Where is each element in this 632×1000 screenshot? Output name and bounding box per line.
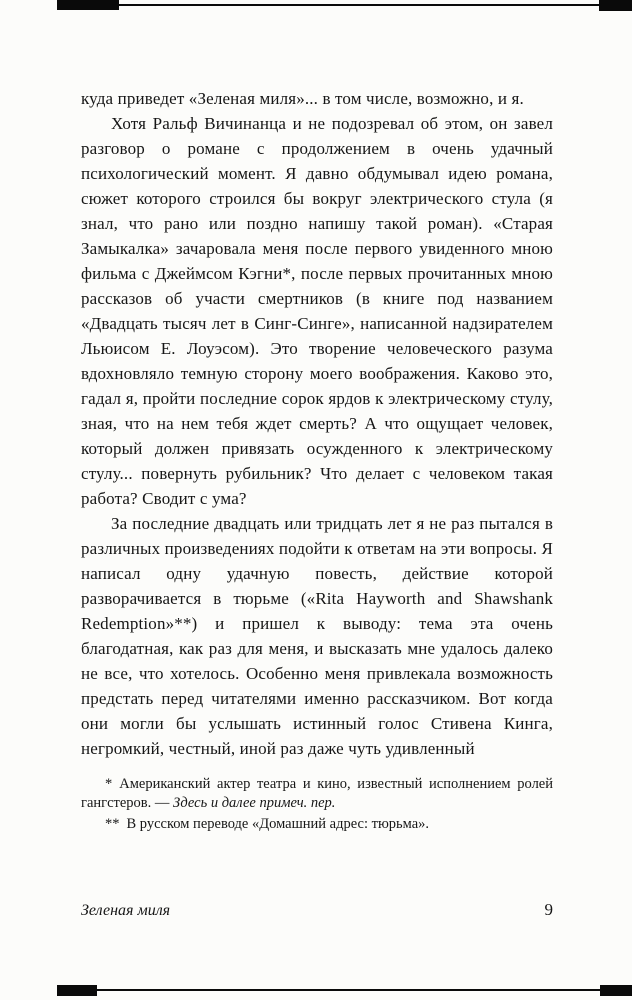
scan-edge-bottom-line [57, 989, 632, 991]
footnote-marker: * [105, 776, 113, 792]
body-paragraph: За последние двадцать или тридцать лет я не раз пытался в различных произведениях подойти к ответам на эти вопросы. Я написал одну удачную повесть, действие которой разворачивается в тюрьме («Rita Hayworth and Shawshank Redemption»**) и пришел к выводу: тема эта очень благодатная, как раз для меня, и высказать мне удалось далеко не все, что хотелось. Особенно меня привлекала возможность предстать перед читателями именно рассказчиком. Вот когда они могли бы услышать истинный голос Стивена Кинга, негромкий, честный, иной раз даже чуть удивленный [81, 514, 553, 758]
scan-edge-top-line [57, 4, 632, 6]
scan-edge-top-left [57, 0, 119, 10]
body-paragraph: Хотя Ральф Вичинанца и не подозревал об этом, он завел разговор о романе с продолжением в очень удачный психологический момент. Я давно обдумывал идею романа, сюжет которого строился бы вокруг электрического стула (я знал, что рано или поздно напишу такой роман). «Старая Замыкалка» зачаровала меня после первого увиденного мною фильма с Джеймсом Кэгни*, после первых прочитанных мною рассказов об участи смертников (в книге под названием «Двадцать тысяч лет в Синг-Синге», написанной надзирателем Льюисом Е. Лоуэсом). Это творение человеческого разума вдохновляло темную сторону моего воображения. Каково это, гадал я, пройти последние сорок ярдов к электрическому стулу, зная, что на нем тебя ждет смерть? А что ощущает человек, который должен привязать осужденного к электрическому стулу... повернуть рубильник? Что делает с человеком такая работа? Сводит с ума? [81, 114, 553, 508]
footnote-text: Американский актер театра и кино, известный исполнением ролей гангстеров. — [81, 776, 553, 811]
page-footer [81, 900, 553, 920]
footnote-text: В русском переводе «Домашний адрес: тюрьма». [126, 816, 430, 832]
scan-edge-bottom-right [600, 985, 632, 996]
footnote [81, 815, 553, 834]
body-paragraph: куда приведет «Зеленая миля»... в том числе, возможно, и я. [81, 89, 524, 108]
scan-edge-top-right [599, 0, 632, 11]
footnotes-section [81, 775, 553, 836]
footnote [81, 775, 553, 813]
page-number: 9 [544, 900, 553, 919]
page-body-text [81, 86, 553, 761]
scan-edge-bottom-left [57, 985, 97, 996]
running-title: Зеленая миля [81, 902, 171, 919]
footnote-marker: ** [105, 816, 120, 832]
footnote-translator-note: Здесь и далее примеч. пер. [173, 795, 336, 811]
